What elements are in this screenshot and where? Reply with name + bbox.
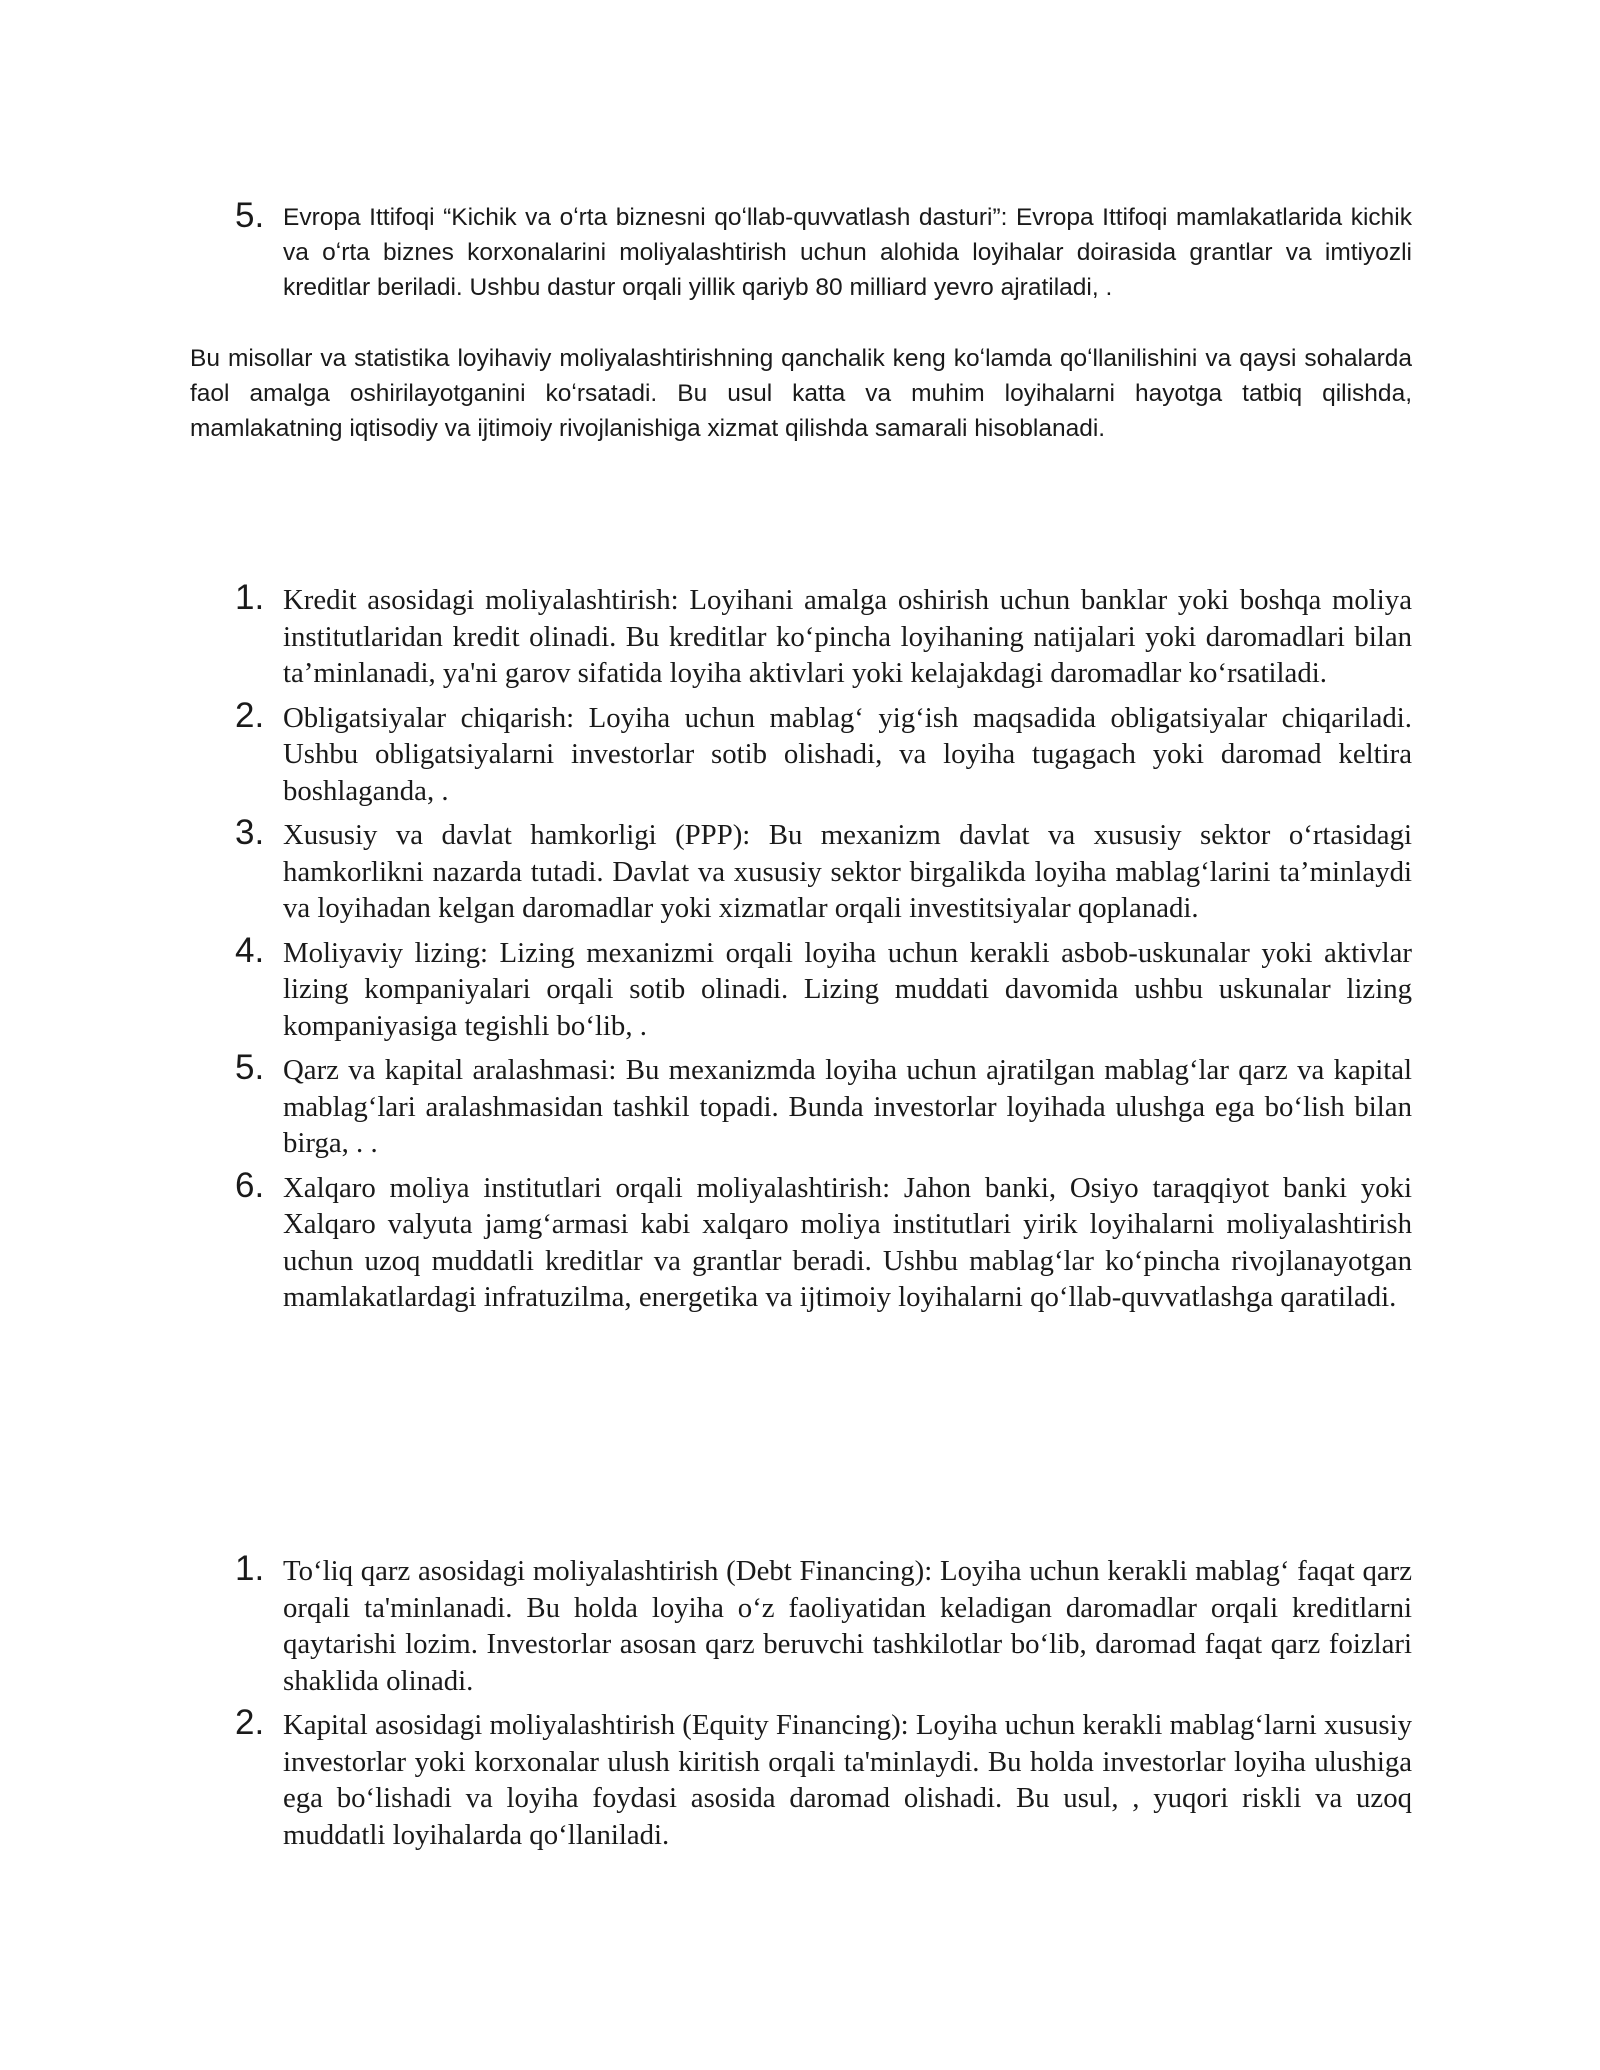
list-item [190, 1048, 1412, 1162]
list-item [190, 1703, 1412, 1853]
list-item-text: Kredit asosidagi moliyalashtirish: Loyihani amalga oshirish uchun banklar yoki boshqa moliya institutlaridan kredit olinadi. Bu kreditlar koʻpincha loyihaning natijalari yoki daromadlari bilan ta’minlanadi, ya'ni garov sifatida loyiha aktivlari yoki kelajakdagi daromadlar koʻrsatiladi. [283, 584, 1412, 689]
list-item-text: Xususiy va davlat hamkorligi (PPP): Bu mexanizm davlat va xususiy sektor oʻrtasidagi hamkorlikni nazarda tutadi. Davlat va xususiy sektor birgalikda loyiha mablagʻlarini ta’minlaydi va loyihadan kelgan daromadlar yoki xizmatlar orqali investitsiyalar qoplanadi. [283, 819, 1412, 924]
list-item [190, 930, 1412, 1045]
list-item-text: Obligatsiyalar chiqarish: Loyiha uchun mablagʻ yigʻish maqsadida obligatsiyalar chiqariladi. Ushbu obligatsiyalarni investorlar sotib olishadi, va loyiha tugagach yoki daromad keltira boshlaganda, . [283, 701, 1412, 807]
list-item-text: Qarz va kapital aralashmasi: Bu mexanizmda loyiha uchun ajratilgan mablagʻlar qarz va kapital mablagʻlari aralashmasidan tashkil topadi. Bunda investorlar loyihada ulushga ega boʻlish bilan birga, . . [283, 1054, 1412, 1159]
summary-paragraph: Bu misollar va statistika loyihaviy moliyalashtirishning qanchalik keng koʻlamda qoʻllanilishini va qaysi sohalarda faol amalga oshirilayotganini koʻrsatadi. Bu usul katta va muhim loyihalarni hayotga tatbiq qilishda, mamlakatning iqtisodiy va ijtimoiy rivojlanishiga xizmat qilishda samarali hisoblanadi. [190, 345, 1412, 442]
list-item [190, 695, 1412, 810]
list-item [190, 813, 1412, 927]
list-item-number: 6. [235, 1165, 265, 1205]
list-item-number: 2. [235, 695, 265, 735]
list-item [190, 578, 1412, 692]
list-item-text: Kapital asosidagi moliyalashtirish (Equity Financing): Loyiha uchun kerakli mablagʻlarni xususiy investorlar yoki korxonalar ulush kiritish orqali ta'minlaydi. Bu holda investorlar loyiha ulushiga ega boʻlishadi va loyiha foydasi asosida daromad olishadi. Bu usul, , yuqori riskli va uzoq muddatli loyihalarda qoʻllaniladi. [283, 1709, 1412, 1851]
list-item [190, 1165, 1412, 1316]
financing-list [190, 1549, 1412, 1861]
list-item-text: Toʻliq qarz asosidagi moliyalashtirish (Debt Financing): Loyiha uchun kerakli mablagʻ faqat qarz orqali ta'minlanadi. Bu holda loyiha oʻz faoliyatidan keladigan daromadlar orqali kreditlarni qaytarishi lozim. Investorlar asosan qarz beruvchi tashkilotlar boʻlib, daromad faqat qarz foizlari shaklida olinadi. [283, 1555, 1412, 1697]
list-item [190, 196, 1412, 305]
list-item-number: 2. [235, 1703, 265, 1742]
list-item-number: 5. [235, 1048, 265, 1087]
intro-list [190, 196, 1412, 305]
list-item [190, 1549, 1412, 1699]
list-item-number: 1. [235, 578, 265, 617]
list-item-number: 3. [235, 813, 265, 852]
list-item-number: 4. [235, 930, 265, 970]
list-item-text: Xalqaro moliya institutlari orqali moliyalashtirish: Jahon banki, Osiyo taraqqiyot banki yoki Xalqaro valyuta jamgʻarmasi kabi xalqaro moliya institutlari yirik loyihalarni moliyalashtirish uchun uzoq muddatli kreditlar va grantlar beradi. Ushbu mablagʻlar koʻpincha rivojlanayotgan mamlakatlardagi infratuzilma, energetika va ijtimoiy loyihalarni qoʻllab-quvvatlashga qaratiladi. [283, 1171, 1412, 1313]
list-item-number: 1. [235, 1549, 265, 1588]
list-item-number: 5. [235, 196, 265, 235]
list-item-text: Evropa Ittifoqi “Kichik va oʻrta biznesni qoʻllab-quvvatlash dasturi”: Evropa Ittifoqi mamlakatlarida kichik va oʻrta biznes korxonalarini moliyalashtirish uchun alohida loyihalar doirasida grantlar va imtiyozli kreditlar beriladi. Ushbu dastur orqali yillik qariyb 80 milliard yevro ajratiladi, . [283, 204, 1412, 301]
methods-list [190, 578, 1412, 1324]
list-item-text: Moliyaviy lizing: Lizing mexanizmi orqali loyiha uchun kerakli asbob-uskunalar yoki aktivlar lizing kompaniyalari orqali sotib olinadi. Lizing muddati davomida ushbu uskunalar lizing kompaniyasiga tegishli boʻlib, . [283, 936, 1412, 1042]
